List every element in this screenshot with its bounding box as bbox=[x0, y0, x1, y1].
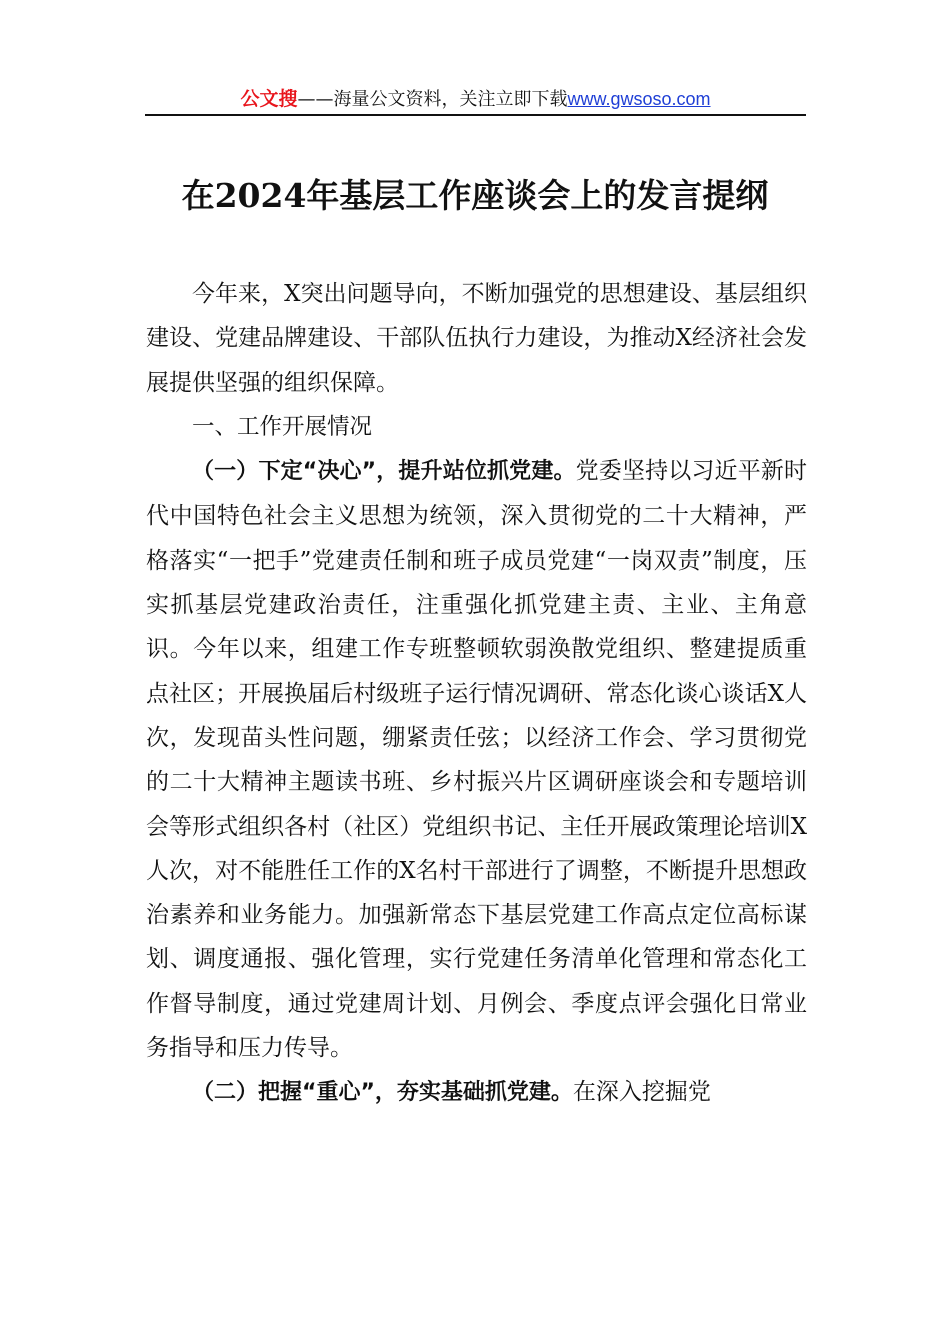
section-heading: 一、工作开展情况 bbox=[192, 413, 373, 440]
page-header bbox=[145, 84, 806, 114]
header-tagline: ——海量公文资料，关注立即下载 bbox=[297, 89, 568, 110]
document-title: 在2024年基层工作座谈会上的发言提纲 bbox=[181, 176, 769, 215]
document-body bbox=[146, 272, 807, 1116]
item-2-lead: （二）把握“重心”，夯实基础抓党建。 bbox=[192, 1080, 573, 1106]
item-1-lead: （一）下定“决心”，提升站位抓党建。 bbox=[192, 459, 576, 485]
item-1-paragraph bbox=[146, 449, 807, 1070]
header-divider bbox=[145, 114, 806, 116]
intro-paragraph: 今年来，X突出问题导向，不断加强党的思想建设、基层组织建设、党建品牌建设、干部队伍执行力建设，为推动X经济社会发展提供坚强的组织保障。 bbox=[146, 281, 807, 396]
item-1-body: 党委坚持以习近平新时代中国特色社会主义思想为统领，深入贯彻党的二十大精神，严格落实“一把手”党建责任制和班子成员党建“一岗双责”制度，压实抓基层党建政治责任，注重强化抓党建主责、主业、主角意识。今年以来，组建工作专班整顿软弱涣散党组织、整建提质重点社区；开展换届后村级班子运行情况调研、常态化谈心谈话X人次，发现苗头性问题，绷紧责任弦；以经济工作会、学习贯彻党的二十大精神主题读书班、乡村振兴片区调研座谈会和专题培训会等形式组织各村（社区）党组织书记、主任开展政策理论培训X人次，对不能胜任工作的X名村干部进行了调整，不断提升思想政治素养和业务能力。加强新常态下基层党建工作高点定位高标谋划、调度通报、强化管理，实行党建任务清单化管理和常态化工作督导制度，通过党建周计划、月例会、季度点评会强化日常业务指导和压力传导。 bbox=[146, 458, 808, 1062]
brand-name: 公文搜 bbox=[240, 88, 298, 110]
item-2-paragraph bbox=[146, 1070, 807, 1115]
site-link[interactable]: www.gwsoso.com bbox=[567, 89, 711, 109]
item-2-body: 在深入挖掘党 bbox=[572, 1079, 711, 1106]
